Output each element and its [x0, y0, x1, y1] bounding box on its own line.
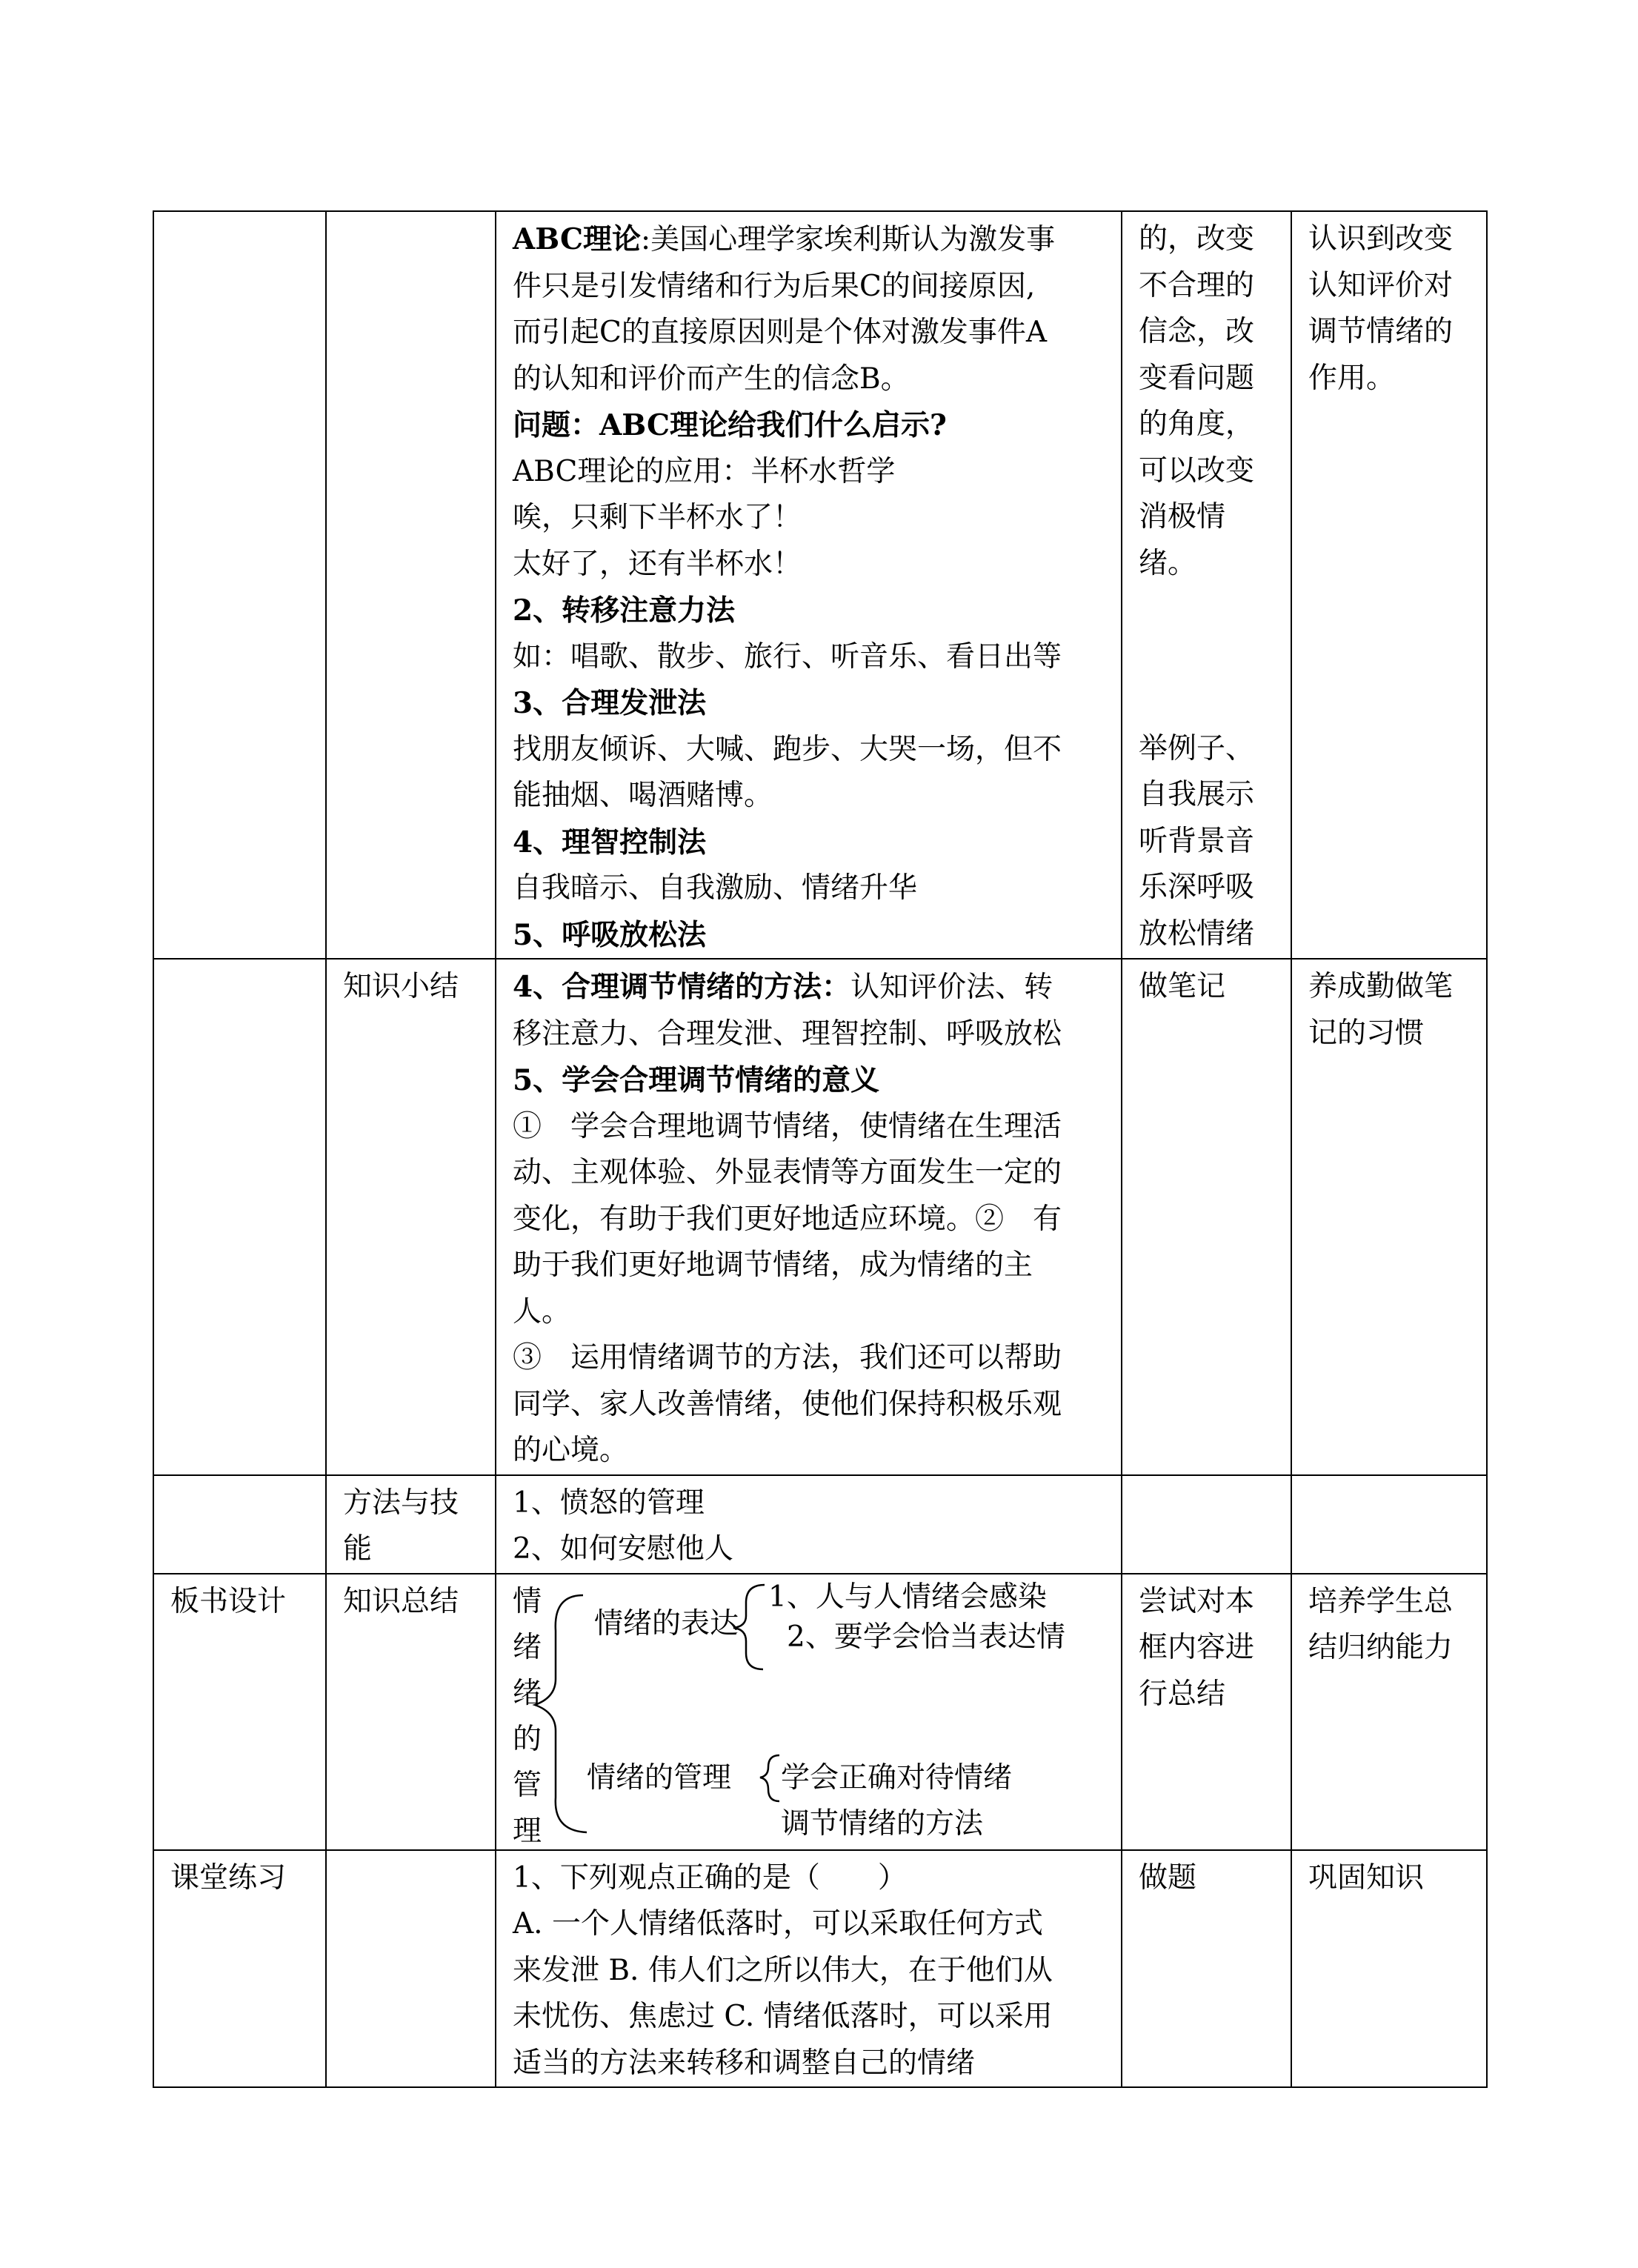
subsection-cell [326, 1850, 496, 2088]
content-line: 太好了，还有半杯水！ [513, 547, 802, 581]
design-intent-cell: 养成勤做笔 记的习惯 [1291, 959, 1487, 1475]
content-line: 唉，只剩下半杯水了！ [513, 501, 802, 534]
design-intent-cell: 认识到改变 认知评价对 调节情绪的 作用。 [1291, 211, 1487, 959]
subsection-cell [326, 211, 496, 959]
diagram-root-char: 情 [513, 1584, 542, 1618]
content-cell: 1、愤怒的管理 2、如何安慰他人 [496, 1475, 1122, 1574]
content-cell: 1、下列观点正确的是（ ） A. 一个人情绪低落时，可以采取任何方式 来发泄 B. 伟人们之所以伟大，在于他们从 未忧伤、焦虑过 C. 情绪低落时，可以采用 适当的方法来转移和调整自己的情绪 [496, 1850, 1122, 2088]
content-line: ABC理论的应用：半杯水哲学 [513, 454, 896, 488]
method-heading: 5、呼吸放松法 [513, 917, 707, 952]
method-heading: 2、转移注意力法 [513, 593, 736, 628]
table-row [153, 1574, 1487, 1850]
section-cell [153, 211, 326, 959]
table-row [153, 211, 1487, 959]
question-heading: 问题：ABC理论给我们什么启示? [513, 408, 947, 442]
content-line: 如：唱歌、散步、旅行、听音乐、看日出等 [513, 639, 1062, 674]
content-line: 找朋友倾诉、大喊、跑步、大哭一场，但不 [513, 732, 1062, 766]
design-intent-cell: 巩固知识 [1291, 1850, 1487, 2088]
diagram-leaf: 1、人与人情绪会感染 [768, 1580, 1047, 1614]
subsection-cell: 方法与技 能 [326, 1475, 496, 1574]
content-line: 件只是引发情绪和行为后果C的间接原因, [513, 269, 1036, 303]
table-row [153, 959, 1487, 1475]
content-line: 的认知和评价而产生的信念B。 [513, 362, 910, 396]
student-activity-cell: 做题 [1122, 1850, 1291, 2088]
design-intent-cell: 培养学生总 结归纳能力 [1291, 1574, 1487, 1850]
section-cell [153, 1475, 326, 1574]
diagram-leaf: 2、要学会恰当表达情 [787, 1620, 1065, 1654]
content-line: 自我暗示、自我激励、情绪升华 [513, 871, 918, 905]
diagram-leaf: 学会正确对待情绪 [781, 1760, 1013, 1795]
method-heading: 4、理智控制法 [513, 825, 707, 859]
lesson-plan-table [153, 210, 1488, 2088]
diagram-branch-expression: 情绪的表达 [594, 1606, 739, 1640]
student-activity-cell: 做笔记 [1122, 959, 1291, 1475]
diagram-root-char: 的 [513, 1722, 542, 1756]
student-activity-cell [1122, 1475, 1291, 1574]
content-cell [496, 1574, 1122, 1850]
student-activity-cell: 尝试对本 框内容进 行总结 [1122, 1574, 1291, 1850]
section-cell: 课堂练习 [153, 1850, 326, 2088]
method-heading: 3、合理发泄法 [513, 686, 707, 720]
diagram-root-char: 绪 [513, 1676, 542, 1710]
abc-theory-title: ABC理论 [513, 222, 641, 256]
content-cell: ABC理论:美国心理学家埃利斯认为激发事 件只是引发情绪和行为后果C的间接原因, 而引起C的直接原因则是个体对激发事件A 的认知和评价而产生的信念B。 问题：ABC理论给我们什么启示? ABC理论的应用：半杯水哲学 唉，只剩下半杯水了！ 太好了，还有半杯水！ 2、转移注意力法 如：唱歌、散步、旅行、听音乐、看日出等 3、合理发泄法 找朋友倾诉、大喊、跑步、大哭一场，但不 能抽烟、喝酒赌博。 4、理智控制法 自我暗示、自我激励、情绪升华 5、呼吸放松法 [496, 211, 1122, 959]
diagram-root-char: 绪 [513, 1630, 542, 1664]
meaning-heading: 5、学会合理调节情绪的意义 [513, 1063, 880, 1097]
section-cell [153, 959, 326, 1475]
subsection-cell: 知识小结 [326, 959, 496, 1475]
diagram-root-char: 理 [513, 1814, 542, 1848]
content-line: 而引起C的直接原因则是个体对激发事件A [513, 316, 1048, 349]
design-intent-cell [1291, 1475, 1487, 1574]
diagram-root-char: 管 [513, 1768, 542, 1802]
table-row [153, 1850, 1487, 2088]
section-cell: 板书设计 [153, 1574, 326, 1850]
content-cell: 4、合理调节情绪的方法：认知评价法、转 移注意力、合理发泄、理智控制、呼吸放松 5、学会合理调节情绪的意义 ① 学会合理地调节情绪，使情绪在生理活 动、主观体验、外显表情等方面发生一定的 变化，有助于我们更好地适应环境。② 有 助于我们更好地调节情绪，成为情绪的主 人。 ③ 运用情绪调节的方法，我们还可以帮助 同学、家人改善情绪，使他们保持积极乐观 的心境。 [496, 959, 1122, 1475]
diagram-leaf: 调节情绪的方法 [781, 1806, 984, 1840]
diagram-branch-management: 情绪的管理 [587, 1760, 732, 1795]
blackboard-brace-diagram [513, 1579, 1120, 1848]
subsection-cell: 知识总结 [326, 1574, 496, 1850]
table-row [153, 1475, 1487, 1574]
student-activity-cell: 的，改变 不合理的 信念，改 变看问题 的角度， 可以改变 消极情 绪。 举例子、 自我展示 听背景音 乐深呼吸 放松情绪 [1122, 211, 1291, 959]
methods-heading: 4、合理调节情绪的方法： [513, 970, 851, 1004]
content-line: 能抽烟、喝酒赌博。 [513, 779, 773, 812]
